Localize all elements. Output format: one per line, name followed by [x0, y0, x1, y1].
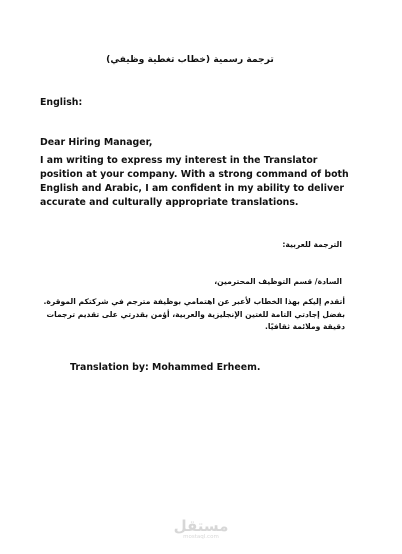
mostaql-watermark [171, 518, 231, 541]
translator-credit: Translation by: Mohammed Erheem. [70, 362, 261, 373]
watermark-logo: مستقل [173, 517, 229, 535]
watermark-domain: mostaql.com [183, 534, 219, 540]
english-greeting: Dear Hiring Manager, [40, 137, 153, 148]
arabic-greeting: السادة/ قسم التوظيف المحترمين، [214, 277, 342, 286]
english-body-paragraph: I am writing to express my interest in the Translator position at your company. With a strong command of both English and Arabic, I am confident in my ability to deliver accurate and culturally appropriate translations. [40, 155, 349, 208]
arabic-section-label: الترجمة للعربية: [282, 240, 342, 249]
document-title: ترجمة رسمية (خطاب تغطية وظيفي) [106, 54, 274, 65]
arabic-body-paragraph: أتقدم إليكم بهذا الخطاب لأعبر عن اهتمامي بوظيفة مترجم في شركتكم الموقرة. بفضل إجادتي التامة للغتين الإنجليزية والعربية، أؤمن بقدرتي على تقديم ترجمات دقيقة وملائمة ثقافيًا. [43, 297, 345, 331]
english-section-label: English: [40, 97, 83, 108]
